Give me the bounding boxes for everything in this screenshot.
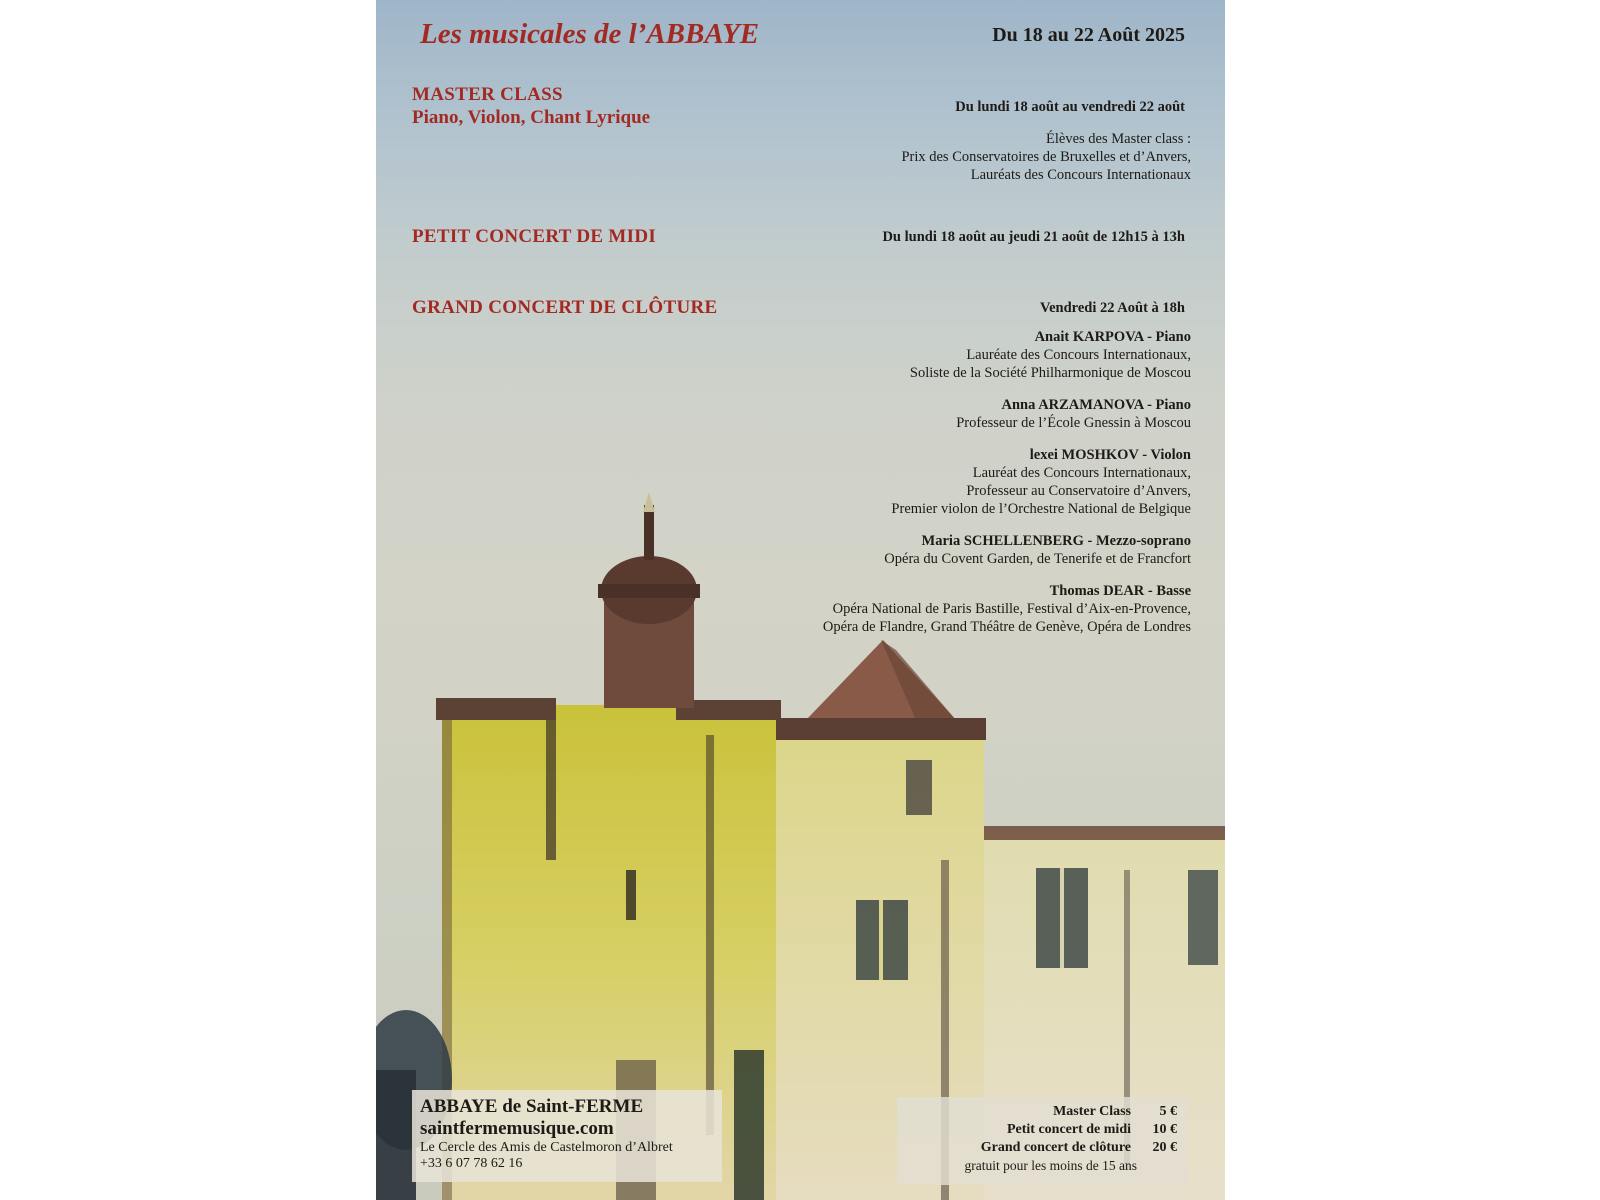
organizer-box	[412, 1090, 722, 1182]
artist-block	[823, 582, 1191, 636]
artist-credit: Opéra du Covent Garden, de Tenerife et de Francfort	[884, 551, 1191, 567]
concert-poster	[376, 0, 1225, 1200]
grand-concert-title: GRAND CONCERT DE CLÔTURE	[412, 297, 718, 318]
master-class-students	[901, 130, 1191, 184]
artist-credit: Opéra National de Paris Bastille, Festival d’Aix-en-Provence,	[832, 601, 1191, 617]
prices-box	[897, 1097, 1187, 1185]
students-line: Lauréats des Concours Internationaux	[970, 167, 1191, 183]
artist-block	[910, 328, 1191, 382]
artist-name: Maria SCHELLENBERG - Mezzo-soprano	[921, 533, 1191, 549]
price-label: Petit concert de midi	[1006, 1122, 1131, 1137]
price-note: gratuit pour les moins de 15 ans	[964, 1158, 1137, 1173]
organizer-name: ABBAYE de Saint-FERME	[420, 1096, 644, 1117]
master-class-period: Du lundi 18 août au vendredi 22 août	[955, 99, 1185, 115]
students-line: Élèves des Master class :	[1046, 131, 1191, 147]
petit-concert-title: PETIT CONCERT DE MIDI	[412, 226, 657, 247]
organizer-website[interactable]: saintfermemusique.com	[420, 1118, 614, 1139]
organizer-phone: +33 6 07 78 62 16	[420, 1156, 523, 1171]
artist-block	[884, 532, 1191, 568]
artist-credit: Lauréate des Concours Internationaux,	[966, 347, 1191, 363]
artist-name: Anait KARPOVA - Piano	[1034, 329, 1191, 345]
master-class-subtitle: Piano, Violon, Chant Lyrique	[412, 107, 651, 128]
price-row	[907, 1139, 1177, 1157]
festival-dates: Du 18 au 22 Août 2025	[992, 24, 1185, 46]
price-label: Master Class	[1053, 1104, 1131, 1119]
price-row	[907, 1103, 1177, 1121]
artist-block	[956, 396, 1191, 432]
artist-name: lexei MOSHKOV - Violon	[1029, 447, 1191, 463]
artist-credit: Lauréat des Concours Internationaux,	[972, 465, 1191, 481]
artist-credit: Professeur au Conservatoire d’Anvers,	[966, 483, 1191, 499]
price-label: Grand concert de clôture	[980, 1140, 1131, 1155]
master-class-title: MASTER CLASS	[412, 84, 563, 105]
price-row	[907, 1121, 1177, 1139]
organizer-circle: Le Cercle des Amis de Castelmoron d’Albret	[420, 1140, 673, 1155]
artist-credit: Opéra de Flandre, Grand Théâtre de Genève, Opéra de Londres	[822, 619, 1191, 635]
petit-concert-period: Du lundi 18 août au jeudi 21 août de 12h15 à 13h	[882, 229, 1185, 245]
grand-concert-date: Vendredi 22 Août à 18h	[1039, 300, 1185, 316]
price-amount: 10 €	[1152, 1122, 1177, 1137]
price-amount: 20 €	[1152, 1140, 1177, 1155]
students-line: Prix des Conservatoires de Bruxelles et d’Anvers,	[901, 149, 1191, 165]
price-amount: 5 €	[1159, 1104, 1177, 1119]
artist-credit: Soliste de la Société Philharmonique de Moscou	[909, 365, 1191, 381]
artist-name: Thomas DEAR - Basse	[1049, 583, 1191, 599]
bell-turret	[598, 492, 700, 708]
artist-block	[891, 446, 1191, 518]
artist-credit: Professeur de l’École Gnessin à Moscou	[956, 415, 1191, 431]
artist-credit: Premier violon de l’Orchestre National de Belgique	[891, 501, 1191, 517]
artist-name: Anna ARZAMANOVA - Piano	[1001, 397, 1191, 413]
poster-title: Les musicales de l’ABBAYE	[420, 18, 760, 50]
